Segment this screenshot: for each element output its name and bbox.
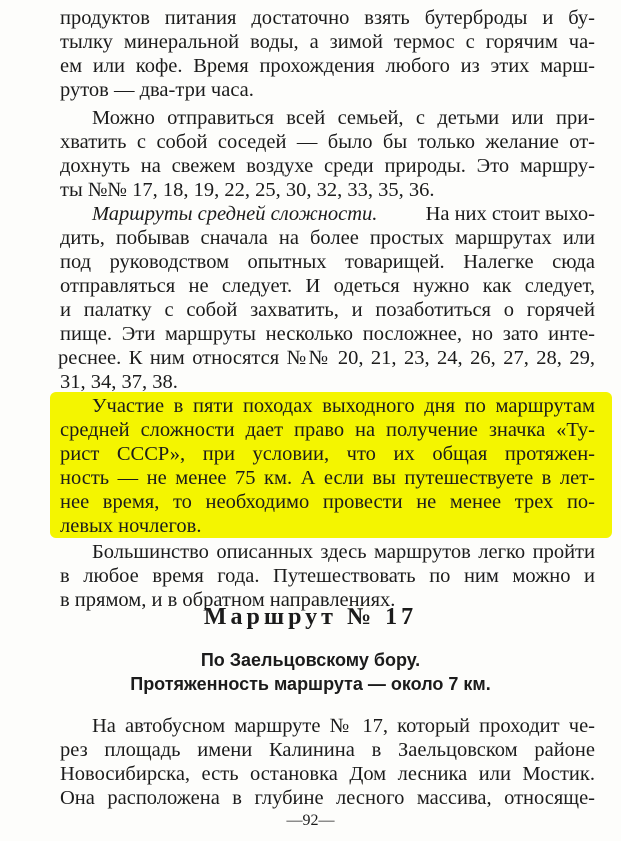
text-line: тылку минеральной воды, а зимой термос с горячим ча- [60, 31, 595, 53]
text-line: реснее. К ним относятся №№ 20, 21, 23, 24, 26, 27, 28, 29, [58, 347, 595, 369]
text-line: Она расположена в глубине лесного массива, относяще- [60, 787, 595, 809]
text-line: рез площадь имени Калинина в Заельцовском районе [60, 739, 595, 761]
text-line: ты №№ 17, 18, 19, 22, 25, 30, 32, 33, 35, 36. [60, 179, 435, 201]
text-fragment: На них стоит выхо- [425, 203, 595, 225]
route-length: Протяженность маршрута — около 7 км. [130, 674, 491, 694]
text-line: рутов — два-три часа. [60, 79, 254, 101]
page-number: —92— [286, 812, 335, 829]
text-line: дить, побывав сначала на более простых маршрутах или [60, 227, 595, 249]
text-line: и палатку с собой захватить, и позаботиться о горячей [60, 299, 595, 321]
text-line: отправляться не следует. И одеться нужно как следует, [60, 275, 595, 297]
section-heading-italic: Маршруты средней сложности. [92, 203, 378, 225]
text-line: Новосибирска, есть остановка Дом лесника или Мостик. [60, 763, 595, 785]
highlighted-text-line: левых ночлегов. [60, 515, 202, 537]
text-line: продуктов питания достаточно взять бутерброды и бу- [60, 7, 595, 29]
text-line: в прямом, и в обратном направлениях. [60, 589, 396, 611]
text-line: Можно отправиться всей семьей, с детьми или при- [92, 107, 595, 129]
text-line: На автобусном маршруте № 17, который проходит че- [92, 715, 595, 737]
text-line: в любое время года. Путешествовать по ним можно и [60, 565, 595, 587]
highlighted-text-line: нее время, то необходимо провести не менее трех по- [60, 491, 595, 513]
text-line: дохнуть на свежем воздухе среди природы. Это маршру- [60, 155, 595, 177]
text-line: пище. Эти маршруты несколько посложнее, но зато инте- [60, 323, 595, 345]
text-line: хватить с собой соседей — было бы только желание от- [60, 131, 595, 153]
highlighted-text-line: Участие в пяти походах выходного дня по маршрутам [92, 395, 595, 417]
text-line: под руководством опытных товарищей. Налегке сюда [60, 251, 595, 273]
highlighted-text-line: ность — не менее 75 км. А если вы путешествуете в лет- [60, 467, 595, 489]
route-subtitle: По Заельцовскому бору. [200, 650, 421, 670]
text-line [92, 202, 595, 226]
route-title: Маршрут № 17 [203, 604, 418, 630]
text-line: ем или кофе. Время прохождения любого из этих марш- [60, 55, 595, 77]
highlighted-text-line: средней сложности дает право на получение значка «Ту- [60, 419, 595, 441]
highlighted-text-line: рист СССР», при условии, что их общая протяжен- [60, 443, 595, 465]
text-line: 31, 34, 37, 38. [60, 371, 178, 393]
text-line: Большинство описанных здесь маршрутов легко пройти [92, 541, 595, 563]
